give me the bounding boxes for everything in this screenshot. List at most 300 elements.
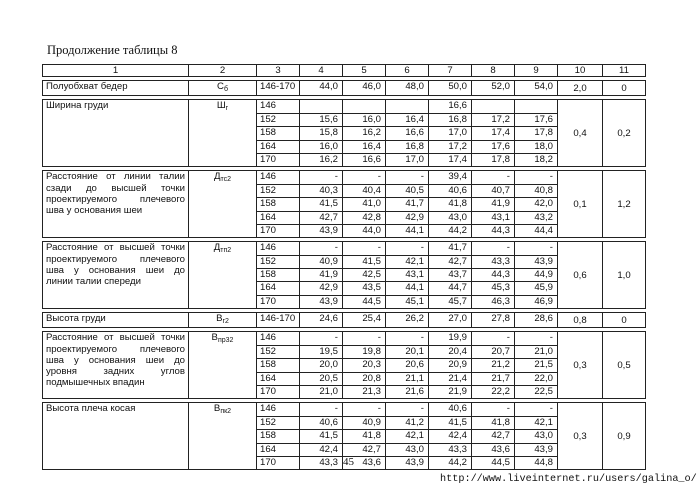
- size-value: 22,0: [515, 373, 557, 386]
- value-cell: [300, 100, 343, 167]
- size-value: -: [343, 171, 385, 184]
- size-value: 45,9: [515, 282, 557, 295]
- value-cell: [386, 313, 429, 328]
- size-value: 41,8: [472, 417, 514, 430]
- measurement-name-cell: [43, 403, 189, 470]
- size-value: 42,7: [472, 430, 514, 443]
- size-value: 18,2: [534, 153, 553, 165]
- value-cell: [429, 332, 472, 399]
- increment-value-cell: 0,9: [603, 403, 646, 470]
- measurement-symbol: C: [217, 81, 224, 93]
- measurement-name: Ширина груди: [46, 100, 109, 112]
- size-value: 20,0: [300, 359, 342, 372]
- size-value: 41,5: [300, 430, 342, 443]
- size-value: 16,6: [386, 127, 428, 140]
- size-value: 42,9: [386, 212, 428, 225]
- value-cell: [343, 81, 386, 96]
- measurement-name-cell: [43, 313, 189, 328]
- value-cell: [386, 242, 429, 309]
- size-value: 24,6: [319, 313, 338, 325]
- value-cell: [472, 81, 515, 96]
- increment-value-cell: 1,2: [603, 171, 646, 238]
- size-value: 40,4: [343, 185, 385, 198]
- size-value: 44,0: [362, 224, 381, 236]
- size-value: [386, 100, 428, 113]
- size-value: 43,9: [515, 256, 557, 269]
- value-cell: [429, 171, 472, 238]
- size-value: 43,6: [362, 456, 381, 468]
- height-sizes-cell: [257, 81, 300, 96]
- measurement-symbol-subscript: тп2: [220, 247, 232, 255]
- size-value: -: [515, 332, 557, 345]
- size-value: 44,5: [491, 456, 510, 468]
- value-cell: [472, 100, 515, 167]
- height-size: 158: [257, 269, 299, 282]
- measurement-name: Расстояние от высшей точки проектируемого плечевого шва у основания шеи до уровня задних углов подмышечных впадин: [46, 332, 185, 389]
- size-value: 45,7: [448, 295, 467, 307]
- size-value: 28,6: [534, 313, 553, 325]
- value-cell: [429, 403, 472, 470]
- size-value: 17,0: [429, 127, 471, 140]
- height-size: 164: [257, 444, 299, 457]
- measurement-symbol-subscript: г2: [222, 318, 229, 326]
- value-cell: [515, 332, 558, 399]
- table-row: [43, 313, 646, 328]
- size-value: 43,7: [429, 269, 471, 282]
- value-cell: [472, 242, 515, 309]
- size-value: 21,7: [472, 373, 514, 386]
- size-value: 16,0: [300, 141, 342, 154]
- measurement-symbol-subscript: б: [223, 86, 228, 94]
- table-caption: Продолжение таблицы 8: [47, 43, 178, 57]
- height-size: 158: [257, 430, 299, 443]
- size-value: [343, 100, 385, 113]
- source-url: http://www.liveinternet.ru/users/galina_o/: [440, 474, 697, 485]
- value-cell: [343, 100, 386, 167]
- size-value: 16,0: [343, 114, 385, 127]
- value-cell: [343, 332, 386, 399]
- size-value: 17,4: [448, 153, 467, 165]
- header-cell: 6: [386, 65, 429, 77]
- height-size: 146-170: [260, 81, 296, 93]
- size-value: 41,5: [429, 417, 471, 430]
- table-row: [43, 242, 646, 309]
- size-value: 40,9: [300, 256, 342, 269]
- measurement-symbol-subscript: тс2: [220, 176, 232, 184]
- size-value: 40,3: [300, 185, 342, 198]
- header-cell: 3: [257, 65, 300, 77]
- value-cell: [343, 242, 386, 309]
- size-value: -: [515, 242, 557, 255]
- size-value: 42,7: [429, 256, 471, 269]
- height-size: 164: [257, 212, 299, 225]
- size-value: 16,4: [386, 114, 428, 127]
- size-value: 21,5: [515, 359, 557, 372]
- measurement-name-cell: [43, 171, 189, 238]
- value-cell: [515, 313, 558, 328]
- height-size: 146: [257, 332, 299, 345]
- size-value: 20,7: [472, 346, 514, 359]
- measurement-symbol-cell: [189, 100, 257, 167]
- size-value: 43,9: [319, 295, 338, 307]
- size-value: 21,3: [362, 386, 381, 398]
- value-cell: [343, 171, 386, 238]
- height-size: 152: [257, 185, 299, 198]
- size-value: 15,8: [300, 127, 342, 140]
- size-value: 40,9: [343, 417, 385, 430]
- interval-value-cell: 0,4: [558, 100, 603, 167]
- height-size: 170: [260, 456, 277, 468]
- height-sizes-cell: [257, 313, 300, 328]
- interval-value-cell: 0,1: [558, 171, 603, 238]
- size-value: 21,0: [515, 346, 557, 359]
- size-value: 43,3: [429, 444, 471, 457]
- size-value: 43,0: [515, 430, 557, 443]
- height-sizes-cell: [257, 403, 300, 470]
- size-value: 40,6: [300, 417, 342, 430]
- size-value: 41,9: [300, 269, 342, 282]
- size-value: 21,6: [405, 386, 424, 398]
- size-value: 21,1: [386, 373, 428, 386]
- size-value: 19,8: [343, 346, 385, 359]
- size-value: 21,4: [429, 373, 471, 386]
- value-cell: [386, 403, 429, 470]
- measurement-name: Высота плеча косая: [46, 403, 136, 415]
- interval-value-cell: 0,6: [558, 242, 603, 309]
- value-cell: [515, 171, 558, 238]
- height-size: 146: [257, 100, 299, 113]
- increment-value-cell: 0,2: [603, 100, 646, 167]
- size-value: 42,8: [343, 212, 385, 225]
- header-cell: 9: [515, 65, 558, 77]
- size-value: 16,8: [429, 114, 471, 127]
- measurement-symbol: Д: [213, 242, 221, 254]
- size-value: 44,2: [448, 224, 467, 236]
- measurement-symbol-cell: [189, 403, 257, 470]
- size-value: 40,7: [472, 185, 514, 198]
- size-value: 46,3: [491, 295, 510, 307]
- value-cell: [429, 242, 472, 309]
- measurement-name: Высота груди: [46, 313, 106, 325]
- measurement-symbol-cell: [189, 242, 257, 309]
- value-cell: [300, 313, 343, 328]
- size-value: 25,4: [362, 313, 381, 325]
- size-value: 41,8: [343, 430, 385, 443]
- size-value: 41,2: [386, 417, 428, 430]
- height-sizes-cell: [257, 332, 300, 399]
- height-size: 152: [257, 417, 299, 430]
- size-value: 16,8: [386, 141, 428, 154]
- size-value: 21,2: [472, 359, 514, 372]
- increment-value-cell: 0: [603, 81, 646, 96]
- size-value: 50,0: [448, 81, 467, 93]
- size-value: 41,7: [429, 242, 471, 255]
- size-value: 43,9: [515, 444, 557, 457]
- measurement-symbol-cell: [189, 313, 257, 328]
- value-cell: [515, 242, 558, 309]
- size-value: 41,5: [300, 198, 342, 211]
- value-cell: [386, 100, 429, 167]
- size-value: 40,6: [429, 403, 471, 416]
- size-value: 44,8: [534, 456, 553, 468]
- size-value: 54,0: [534, 81, 553, 93]
- size-value: 43,3: [472, 256, 514, 269]
- size-value: 21,9: [448, 386, 467, 398]
- size-value: -: [300, 332, 342, 345]
- table-row: [43, 100, 646, 167]
- size-value: -: [472, 242, 514, 255]
- header-cell: 10: [558, 65, 603, 77]
- size-value: 16,2: [319, 153, 338, 165]
- size-value: -: [472, 403, 514, 416]
- size-value: 40,6: [429, 185, 471, 198]
- header-row: [43, 65, 646, 77]
- size-value: 20,1: [386, 346, 428, 359]
- size-value: 42,1: [386, 256, 428, 269]
- size-value: 16,6: [362, 153, 381, 165]
- size-value: 17,6: [472, 141, 514, 154]
- value-cell: [429, 313, 472, 328]
- measurement-symbol-subscript: пр32: [217, 337, 234, 345]
- size-value: 17,2: [472, 114, 514, 127]
- size-value: 40,5: [386, 185, 428, 198]
- height-size: 146: [257, 242, 299, 255]
- page-number: 45: [343, 456, 354, 468]
- value-cell: [515, 100, 558, 167]
- measurement-name: Расстояние от линии талии сзади до высшей точки проектируемого плечевого шва у основания шеи: [46, 171, 185, 216]
- size-value: 17,4: [472, 127, 514, 140]
- size-value: 15,6: [300, 114, 342, 127]
- measurement-symbol: B: [211, 332, 218, 344]
- size-value: 22,2: [491, 386, 510, 398]
- header-cell: 8: [472, 65, 515, 77]
- value-cell: [429, 81, 472, 96]
- measurement-name-cell: [43, 100, 189, 167]
- size-value: -: [386, 332, 428, 345]
- height-size: 146-170: [260, 313, 296, 325]
- size-value: 44,3: [472, 269, 514, 282]
- size-value: -: [343, 332, 385, 345]
- size-value: 16,4: [343, 141, 385, 154]
- interval-value-cell: 0,3: [558, 403, 603, 470]
- height-size: 146: [257, 403, 299, 416]
- size-value: -: [472, 332, 514, 345]
- value-cell: [472, 313, 515, 328]
- value-cell: [515, 403, 558, 470]
- table-row: [43, 81, 646, 96]
- size-value: -: [300, 403, 342, 416]
- measurement-name-cell: [43, 242, 189, 309]
- size-value: 41,8: [429, 198, 471, 211]
- size-value: 43,0: [429, 212, 471, 225]
- value-cell: [300, 403, 343, 470]
- measurement-name: Расстояние от высшей точки проектируемого плечевого шва у основания шеи до линии талии спереди: [46, 242, 185, 287]
- size-value: -: [386, 403, 428, 416]
- size-value: 44,4: [534, 224, 553, 236]
- header-cell: 7: [429, 65, 472, 77]
- measurement-symbol: B: [216, 313, 223, 325]
- height-size: 152: [257, 114, 299, 127]
- measurement-name: Полуобхват бедер: [46, 81, 128, 93]
- interval-value-cell: 2,0: [558, 81, 603, 96]
- size-value: -: [300, 171, 342, 184]
- height-size: 158: [257, 359, 299, 372]
- size-value: 20,5: [300, 373, 342, 386]
- size-value: 44,1: [405, 224, 424, 236]
- increment-value-cell: 1,0: [603, 242, 646, 309]
- size-value: 27,0: [448, 313, 467, 325]
- height-size: 158: [257, 198, 299, 211]
- size-value: 19,9: [429, 332, 471, 345]
- size-value: 44,3: [491, 224, 510, 236]
- height-sizes-cell: [257, 242, 300, 309]
- size-value: 42,0: [515, 198, 557, 211]
- size-value: 17,8: [491, 153, 510, 165]
- height-size: 152: [257, 256, 299, 269]
- size-value: 17,8: [515, 127, 557, 140]
- size-value: 42,4: [300, 444, 342, 457]
- size-value: -: [386, 242, 428, 255]
- height-size: 170: [260, 295, 277, 307]
- header-cell: 11: [603, 65, 646, 77]
- size-value: 17,2: [429, 141, 471, 154]
- header-cell: 4: [300, 65, 343, 77]
- size-value: 20,6: [386, 359, 428, 372]
- measurement-symbol: B: [213, 403, 221, 415]
- height-size: 170: [260, 386, 277, 398]
- size-value: 27,8: [491, 313, 510, 325]
- value-cell: [429, 100, 472, 167]
- size-value: -: [515, 403, 557, 416]
- value-cell: [300, 242, 343, 309]
- size-value: [300, 100, 342, 113]
- size-value: 17,6: [515, 114, 557, 127]
- header-cell: 1: [43, 65, 189, 77]
- size-value: 41,9: [472, 198, 514, 211]
- size-value: 43,1: [386, 269, 428, 282]
- interval-value-cell: 0,8: [558, 313, 603, 328]
- size-value: 44,1: [386, 282, 428, 295]
- increment-value-cell: 0: [603, 313, 646, 328]
- size-value: 41,5: [343, 256, 385, 269]
- value-cell: [386, 171, 429, 238]
- size-value: [472, 100, 514, 113]
- value-cell: [515, 81, 558, 96]
- value-cell: [343, 313, 386, 328]
- size-value: 52,0: [491, 81, 510, 93]
- height-size: 170: [260, 224, 277, 236]
- measurements-table: [42, 64, 646, 470]
- size-value: 44,7: [429, 282, 471, 295]
- size-value: -: [300, 242, 342, 255]
- size-value: 44,9: [515, 269, 557, 282]
- height-size: 170: [260, 153, 277, 165]
- size-value: 20,4: [429, 346, 471, 359]
- size-value: 48,0: [405, 81, 424, 93]
- size-value: 41,7: [386, 198, 428, 211]
- value-cell: [472, 332, 515, 399]
- height-size: 146: [257, 171, 299, 184]
- size-value: 40,8: [515, 185, 557, 198]
- size-value: 22,5: [534, 386, 553, 398]
- value-cell: [472, 403, 515, 470]
- size-value: 43,2: [515, 212, 557, 225]
- size-value: 16,6: [429, 100, 471, 113]
- height-sizes-cell: [257, 100, 300, 167]
- value-cell: [472, 171, 515, 238]
- measurement-name-cell: [43, 332, 189, 399]
- height-sizes-cell: [257, 171, 300, 238]
- value-cell: [386, 332, 429, 399]
- measurement-name-cell: [43, 81, 189, 96]
- size-value: -: [386, 171, 428, 184]
- size-value: 43,1: [472, 212, 514, 225]
- size-value: 42,5: [343, 269, 385, 282]
- size-value: -: [343, 403, 385, 416]
- size-value: 43,3: [319, 456, 338, 468]
- size-value: 42,4: [429, 430, 471, 443]
- height-size: 164: [257, 373, 299, 386]
- size-value: 39,4: [429, 171, 471, 184]
- header-cell: 2: [189, 65, 257, 77]
- size-value: 17,0: [405, 153, 424, 165]
- size-value: 44,2: [448, 456, 467, 468]
- height-size: 152: [257, 346, 299, 359]
- increment-value-cell: 0,5: [603, 332, 646, 399]
- size-value: 45,3: [472, 282, 514, 295]
- measurement-symbol: Д: [213, 171, 221, 183]
- size-value: 42,1: [386, 430, 428, 443]
- header-cell: 5: [343, 65, 386, 77]
- size-value: 43,9: [319, 224, 338, 236]
- size-value: 20,3: [343, 359, 385, 372]
- size-value: -: [343, 242, 385, 255]
- size-value: 18,0: [515, 141, 557, 154]
- size-value: 43,0: [386, 444, 428, 457]
- value-cell: [386, 81, 429, 96]
- measurement-symbol-cell: [189, 332, 257, 399]
- size-value: 43,9: [405, 456, 424, 468]
- table-row: [43, 171, 646, 238]
- size-value: -: [515, 171, 557, 184]
- size-value: 20,8: [343, 373, 385, 386]
- size-value: 16,2: [343, 127, 385, 140]
- table-row: [43, 332, 646, 399]
- value-cell: [300, 332, 343, 399]
- size-value: 42,7: [300, 212, 342, 225]
- size-value: 44,5: [362, 295, 381, 307]
- measurement-symbol-cell: [189, 81, 257, 96]
- height-size: 158: [257, 127, 299, 140]
- size-value: 42,1: [515, 417, 557, 430]
- size-value: 41,0: [343, 198, 385, 211]
- size-value: 19,5: [300, 346, 342, 359]
- size-value: 20,9: [429, 359, 471, 372]
- size-value: 21,0: [319, 386, 338, 398]
- height-size: 164: [257, 282, 299, 295]
- measurement-symbol-cell: [189, 171, 257, 238]
- size-value: 46,9: [534, 295, 553, 307]
- measurement-symbol: Ш: [216, 100, 226, 112]
- size-value: 26,2: [405, 313, 424, 325]
- measurement-symbol-subscript: г: [225, 105, 229, 113]
- size-value: [515, 100, 557, 113]
- size-value: 43,6: [472, 444, 514, 457]
- measurement-symbol-subscript: пк2: [220, 408, 232, 416]
- size-value: 42,7: [343, 444, 385, 457]
- size-value: 45,1: [405, 295, 424, 307]
- height-size: 164: [257, 141, 299, 154]
